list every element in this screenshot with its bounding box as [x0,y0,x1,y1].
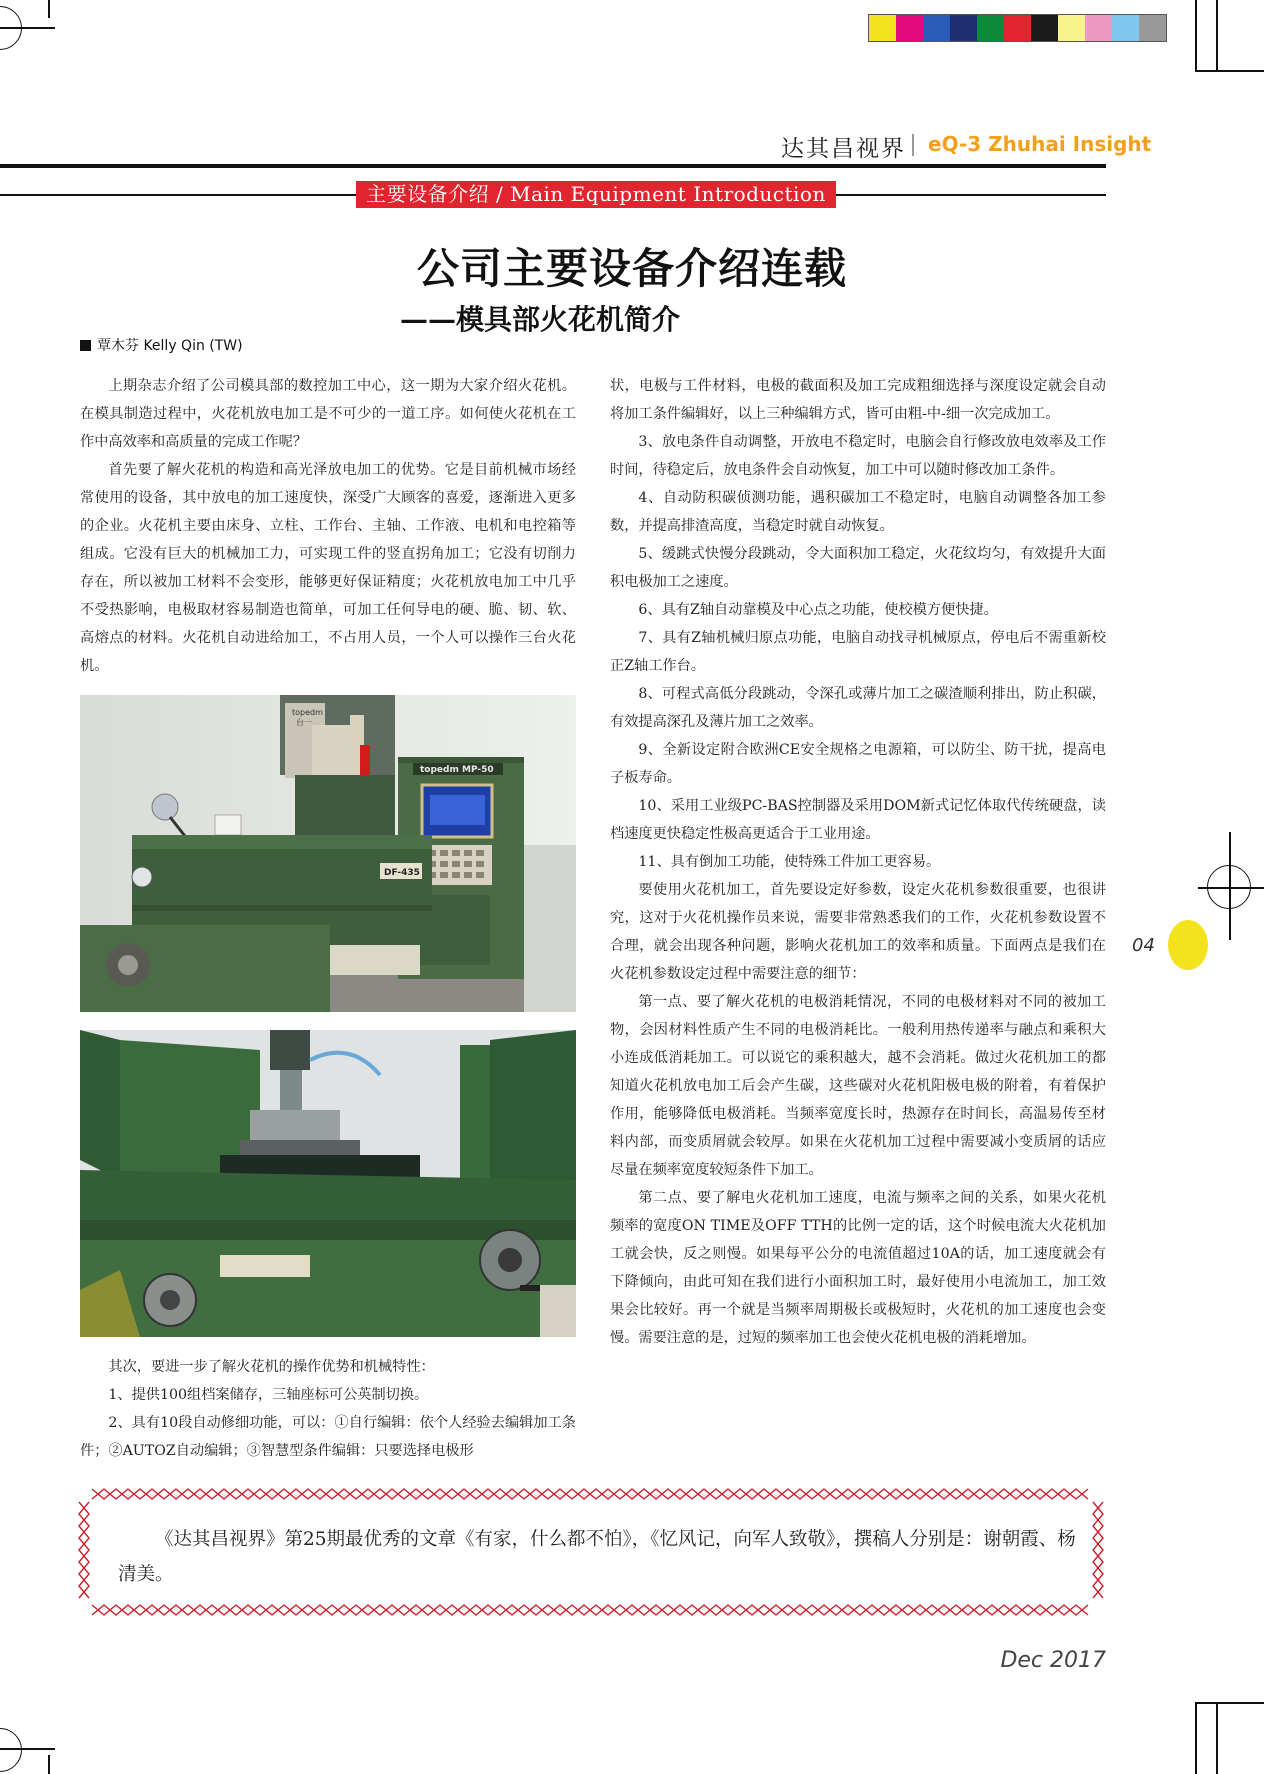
paragraph: 要使用火花机加工，首先要设定好参数，设定火花机参数很重要，也很讲究，这对于火花机操作员来说，需要非常熟悉我们的工作，火花机参数设置不合理，就会出现各种问题，影响火花机加工的效率和质量。下面两点是我们在火花机参数设定过程中需要注意的细节： [610,882,1106,982]
registration-mark-tl [0,6,22,50]
paragraph: 11、具有倒加工功能，使特殊工件加工更容易。 [638,854,941,870]
brand-label-cn: 台一 [296,718,312,727]
paragraph: 首先要了解火花机的构造和高光泽放电加工的优势。它是目前机械市场经常使用的设备，其中放电的加工速度快，深受广大顾客的喜爱，逐渐进入更多的企业。火花机主要由床身、立柱、工作台、主轴、工作液、电机和电控箱等组成。它没有巨大的机械加工力，可实现工件的竖直拐角加工；它没有切削力存在，所以被加工材料不会变形，能够更好保证精度；火花机放电加工中几乎不受热影响，电极取材容易制造也简单，可加工任何导电的硬、脆、韧、软、高熔点的材料。火花机自动进给加工，不占用人员，一个人可以操作三台火花机。 [80,462,576,674]
crop-mark-br-h [1195,1702,1264,1704]
paragraph: 第二点、要了解电火花机加工速度，电流与频率之间的关系，如果火花机频率的宽度ON TIME及OFF TTH的比例一定的话，这个时候电流大火花机加工就会快，反之则慢。如果每平公分的电流值超过10A的话，加工速度就会有下降倾向，由此可知在我们进行小面积加工时，最好使用小电流加工，加工效果会比较好。再一个就是当频率周期极长或极短时，火花机的加工速度也会变慢。需要注意的是，过短的频率加工也会使火花机电极的消耗增加。 [610,1190,1106,1346]
magazine-name-cn: 达其昌视界 [781,136,906,162]
color-swatch [896,15,923,41]
author-byline [80,335,243,355]
photo-edm-machine [80,695,576,1012]
paragraph: 其次，要进一步了解火花机的操作优势和机械特性： [108,1359,435,1375]
crop-mark-br-v2 [1216,1702,1218,1774]
crop-mark-bl-h [0,1748,55,1750]
paragraph: 6、具有Z轴自动靠模及中心点之功能，使校模方便快捷。 [638,602,998,618]
header-separator [912,134,914,156]
paragraph: 状，电极与工件材料，电极的截面积及加工完成粗细选择与深度设定就会自动将加工条件编辑好，以上三种编辑方式，皆可由粗-中-细一次完成加工。 [610,378,1106,422]
color-swatch [1139,15,1166,41]
color-swatch [869,15,896,41]
article-subtitle: ——模具部火花机简介 [400,303,681,336]
color-calibration-bar [868,14,1167,42]
brand-label: topedm [292,708,323,717]
photo-edm-worktable [80,1030,576,1337]
article-title: 公司主要设备介绍连载 [416,244,847,293]
right-column [610,372,1106,1352]
zigzag-border-line [92,1489,1088,1499]
color-swatch [1058,15,1085,41]
crop-mark-tl-v [48,0,50,18]
edm-machine-illustration [80,695,576,1012]
zigzag-border-line [92,1605,1088,1615]
paragraph: 第一点、要了解火花机的电极消耗情况，不同的电极材料对不同的被加工物，会因材料性质产生不同的电极消耗比。一般利用热传递率与融点和乘积大小连成低消耗加工。可以说它的乘积越大，越不会消耗。做过火花机加工的都知道火花机放电加工后会产生碳，这些碳对火花机阳极电极的附着，有着保护作用，能够降低电极消耗。当频率宽度长时，热源存在时间长，高温易传至材料内部，而变质屑就会较厚。如果在火花机加工过程中需要减小变质屑的话应尽量在频率宽度较短条件下加工。 [610,994,1106,1178]
paragraph: 5、缓跳式快慢分段跳动，令大面积加工稳定，火花纹均匀，有效提升大面积电极加工之速度。 [610,546,1106,590]
crop-mark-br-v1 [1195,1702,1197,1774]
crop-mark-bl-v [48,1755,50,1774]
left-column-top [80,372,576,680]
author-name: 覃木芬 Kelly Qin (TW) [97,338,243,354]
page-tab-dot [1168,920,1208,970]
page-number: 04 [1132,935,1155,956]
crop-mark-tr-h [1195,70,1264,72]
paragraph: 8、可程式高低分段跳动，令深孔或薄片加工之碳渣顺利排出，防止积碳，有效提高深孔及薄片加工之效率。 [610,686,1106,730]
left-column-bottom [80,1353,576,1465]
registration-mark-bl [0,1728,22,1772]
color-swatch [977,15,1004,41]
crop-mark-tr-v2 [1216,0,1218,72]
paragraph: 10、采用工业级PC-BAS控制器及采用DOM新式记忆体取代传统硬盘，读档速度更快稳定性极高更适合于工业用途。 [610,798,1106,842]
control-panel-brand: topedm MP-50 [420,765,494,775]
header-rule [0,164,1106,168]
paragraph: 9、全新设定附合欧洲CE安全规格之电源箱，可以防尘、防干扰，提高电子板寿命。 [610,742,1106,786]
color-swatch [1004,15,1031,41]
paragraph: 上期杂志介绍了公司模具部的数控加工中心，这一期为大家介绍火花机。在模具制造过程中，火花机放电加工是不可少的一道工序。如何使火花机在工作中高效率和高质量的完成工作呢？ [80,378,576,450]
color-swatch [1031,15,1058,41]
section-banner: 主要设备介绍 / Main Equipment Introduction [356,181,836,208]
issue-date: Dec 2017 [1000,1648,1106,1673]
paragraph: 7、具有Z轴机械归原点功能，电脑自动找寻机械原点，停电后不需重新校正Z轴工作台。 [610,630,1106,674]
color-swatch [923,15,950,41]
edm-worktable-illustration [80,1030,576,1337]
reg-cross-right-h [1198,887,1264,889]
bullet-square-icon [80,340,91,351]
paragraph: 3、放电条件自动调整，开放电不稳定时，电脑会自行修改放电效率及工作时间，待稳定后，放电条件会自动恢复，加工中可以随时修改加工条件。 [610,434,1106,478]
notice-text: 《达其昌视界》第25期最优秀的文章《有家，什么都不怕》，《忆风记，向军人致敬》，撰稿人分别是：谢朝霞、杨清美。 [118,1529,1076,1585]
crop-mark-tr-v1 [1195,0,1197,72]
machine-model-label: DF-435 [384,868,420,878]
reg-cross-right-v [1229,832,1231,940]
paragraph: 1、提供100组档案储存，三轴座标可公英制切换。 [108,1387,429,1403]
paragraph: 4、自动防积碳侦测功能，遇积碳加工不稳定时，电脑自动调整各加工参数，并提高排渣高度，当稳定时就自动恢复。 [610,490,1106,534]
color-swatch [1085,15,1112,41]
paragraph: 2、具有10段自动修细功能，可以：①自行编辑：依个人经验去编辑加工条件；②AUTOZ自动编辑；③智慧型条件编辑：只要选择电极形 [80,1415,576,1459]
color-swatch [950,15,977,41]
color-swatch [1112,15,1139,41]
magazine-name-en: eQ-3 Zhuhai Insight [928,132,1152,156]
